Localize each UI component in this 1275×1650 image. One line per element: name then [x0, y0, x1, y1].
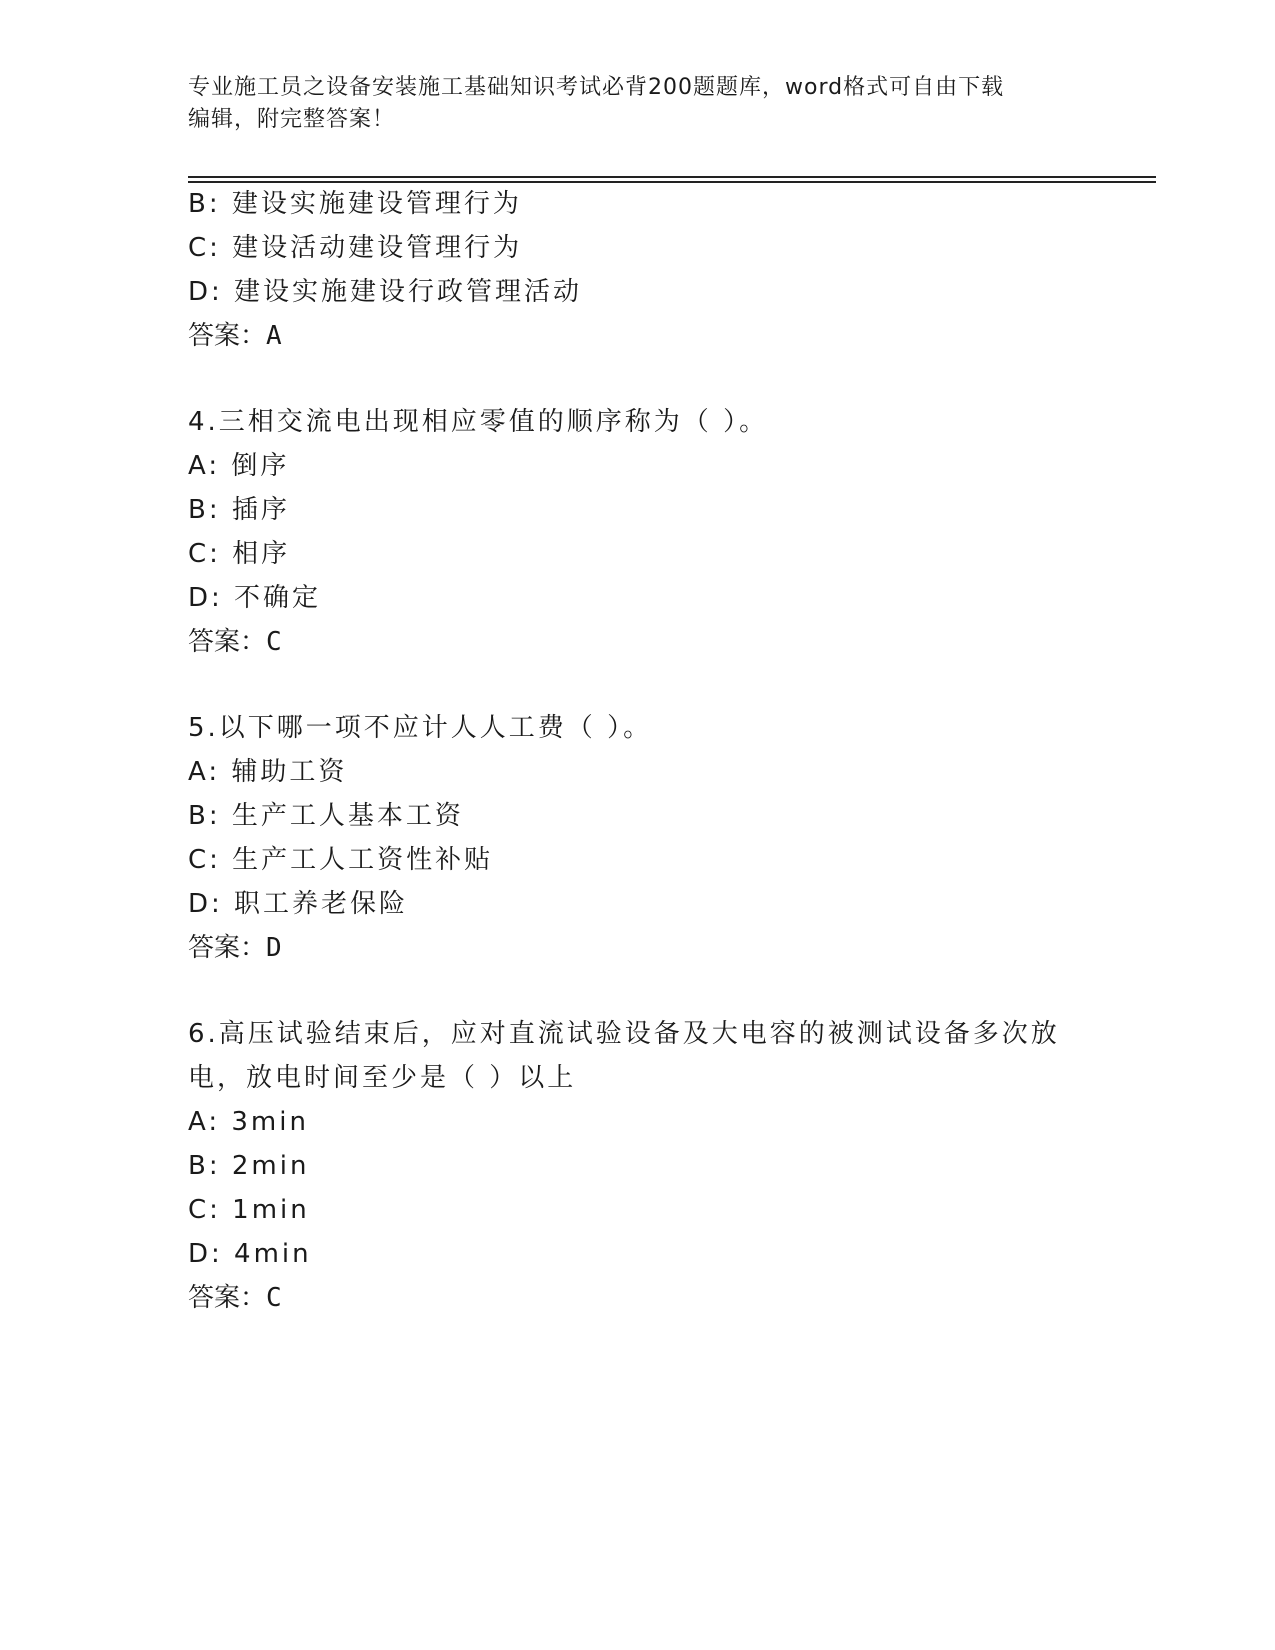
q4-question: 4.三相交流电出现相应零值的顺序称为（ ）。	[188, 407, 769, 437]
q4-option-a: A: 倒序	[188, 451, 290, 481]
q6-option-d: D: 4min	[188, 1239, 312, 1269]
q6-option-c: C: 1min	[188, 1195, 310, 1225]
header-divider-bottom	[188, 181, 1156, 183]
q3-option-d: D: 建设实施建设行政管理活动	[188, 277, 583, 307]
q6-option-b: B: 2min	[188, 1151, 310, 1181]
q5-answer-value: D	[266, 933, 282, 963]
q3-answer-value: A	[266, 321, 282, 351]
q6-option-a: A: 3min	[188, 1107, 309, 1137]
document-title-line-1: 专业施工员之设备安装施工基础知识考试必背200题题库，word格式可自由下载	[188, 75, 1005, 100]
header-divider-top	[188, 176, 1156, 178]
q3-option-c: C: 建设活动建设管理行为	[188, 233, 523, 263]
q5-answer-label: 答案：	[188, 933, 267, 963]
q5-question: 5.以下哪一项不应计人人工费（ ）。	[188, 713, 653, 743]
q4-option-d: D: 不确定	[188, 583, 322, 613]
q5-option-a: A: 辅助工资	[188, 757, 348, 787]
q3-answer-label: 答案：	[188, 321, 267, 351]
q4-answer-value: C	[266, 627, 282, 657]
q5-answer	[188, 930, 282, 966]
q6-answer-label: 答案：	[188, 1283, 267, 1313]
q6-question-line-1: 6.高压试验结束后，应对直流试验设备及大电容的被测试设备多次放	[188, 1019, 1060, 1049]
document-title-line-2: 编辑，附完整答案！	[188, 107, 396, 132]
q4-option-b: B: 插序	[188, 495, 290, 525]
q3-option-b: B: 建设实施建设管理行为	[188, 189, 522, 219]
q5-option-b: B: 生产工人基本工资	[188, 801, 464, 831]
q4-option-c: C: 相序	[188, 539, 291, 569]
q4-answer-label: 答案：	[188, 627, 267, 657]
q6-answer	[188, 1280, 282, 1316]
q6-question-line-2: 电，放电时间至少是（ ）以上	[188, 1063, 577, 1093]
q3-answer	[188, 318, 282, 354]
q5-option-d: D: 职工养老保险	[188, 889, 409, 919]
q5-option-c: C: 生产工人工资性补贴	[188, 845, 494, 875]
q6-answer-value: C	[266, 1283, 282, 1313]
q4-answer	[188, 624, 282, 660]
